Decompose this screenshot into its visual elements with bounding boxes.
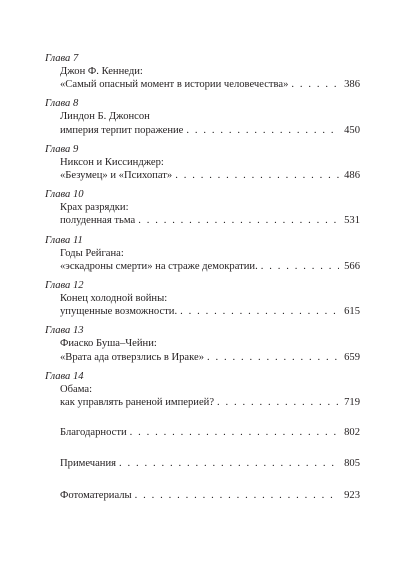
chapter-label: Глава 10 — [45, 189, 84, 201]
chapter-title-text: империя терпит поражение — [60, 124, 184, 136]
page-number: 566 — [344, 260, 360, 272]
chapter-title-text: «Самый опасный момент в истории человечества» — [60, 79, 289, 91]
toc-chapter-9 — [45, 143, 360, 182]
chapter-title-text: упущенные возможности. — [60, 306, 178, 318]
chapter-entry — [45, 383, 360, 409]
chapter-title-line1: Никсон и Киссинджер: — [60, 156, 164, 168]
chapter-entry — [45, 110, 360, 136]
page-number: 719 — [344, 397, 360, 409]
chapter-title-line2 — [60, 169, 360, 182]
dot-leader — [119, 457, 339, 470]
chapter-title-text: как управлять раненой империей? — [60, 397, 215, 409]
chapter-entry — [45, 292, 360, 318]
chapter-title-line2 — [60, 124, 360, 137]
table-of-contents — [45, 52, 360, 502]
chapter-entry — [45, 65, 360, 91]
chapter-title-line1: Обама: — [60, 383, 93, 395]
chapter-title-line1: Джон Ф. Кеннеди: — [60, 66, 143, 77]
chapter-label: Глава 9 — [45, 143, 79, 155]
chapter-label: Глава 13 — [45, 325, 84, 337]
chapter-title-line2 — [60, 351, 360, 364]
chapter-label: Глава 8 — [45, 98, 79, 110]
chapter-label: Глава 7 — [45, 53, 79, 64]
dot-leader — [135, 489, 339, 502]
chapter-title-text: «Врата ада отверзлись в Ираке» — [60, 351, 204, 363]
chapter-label: Глава 14 — [45, 370, 84, 382]
dot-leader — [175, 169, 339, 182]
back-matter-title: Примечания — [60, 458, 116, 470]
toc-notes — [45, 457, 360, 470]
dot-leader — [130, 426, 339, 439]
toc-acknowledgements — [45, 426, 360, 439]
page-number: 615 — [344, 306, 360, 318]
chapter-label: Глава 12 — [45, 280, 84, 292]
dot-leader — [217, 396, 339, 409]
page-number: 659 — [344, 351, 360, 363]
chapter-title-line1: Линдон Б. Джонсон — [60, 111, 150, 123]
chapter-title-line2 — [60, 260, 360, 273]
chapter-title-text: «эскадроны смерти» на страже демократии. — [60, 260, 258, 272]
toc-chapter-10 — [45, 188, 360, 227]
dot-leader — [138, 214, 339, 227]
toc-chapter-12 — [45, 279, 360, 318]
dot-leader — [186, 124, 339, 137]
chapter-title-line1: Фиаско Буша–Чейни: — [60, 338, 157, 350]
page-number: 923 — [344, 489, 360, 501]
chapter-title-text: «Безумец» и «Психопат» — [60, 170, 173, 182]
chapter-entry — [45, 156, 360, 182]
back-matter-title: Фотоматериалы — [60, 489, 132, 501]
page-number: 450 — [344, 124, 360, 136]
page-number: 802 — [344, 427, 360, 439]
chapter-title-line1: Конец холодной войны: — [60, 293, 168, 305]
page-number: 486 — [344, 170, 360, 182]
toc-photo-materials — [45, 489, 360, 502]
chapter-title-text: полуденная тьма — [60, 215, 136, 227]
dot-leader — [261, 260, 339, 273]
page-number: 386 — [344, 79, 360, 91]
chapter-title-line2 — [60, 214, 360, 227]
page-number: 531 — [344, 215, 360, 227]
toc-chapter-14 — [45, 370, 360, 409]
chapter-entry — [45, 247, 360, 273]
chapter-label: Глава 11 — [45, 234, 83, 246]
chapter-entry — [45, 201, 360, 227]
chapter-title-line2 — [60, 78, 360, 91]
chapter-title-line1: Годы Рейгана: — [60, 247, 124, 259]
toc-chapter-8 — [45, 97, 360, 136]
toc-chapter-13 — [45, 324, 360, 363]
chapter-title-line2 — [60, 396, 360, 409]
dot-leader — [180, 305, 339, 318]
page-number: 805 — [344, 458, 360, 470]
dot-leader — [291, 78, 339, 91]
chapter-entry — [45, 337, 360, 363]
toc-chapter-11 — [45, 234, 360, 273]
chapter-title-line1: Крах разрядки: — [60, 202, 129, 214]
dot-leader — [207, 351, 339, 364]
toc-chapter-7 — [45, 52, 360, 91]
chapter-title-line2 — [60, 305, 360, 318]
back-matter-title: Благодарности — [60, 427, 127, 439]
